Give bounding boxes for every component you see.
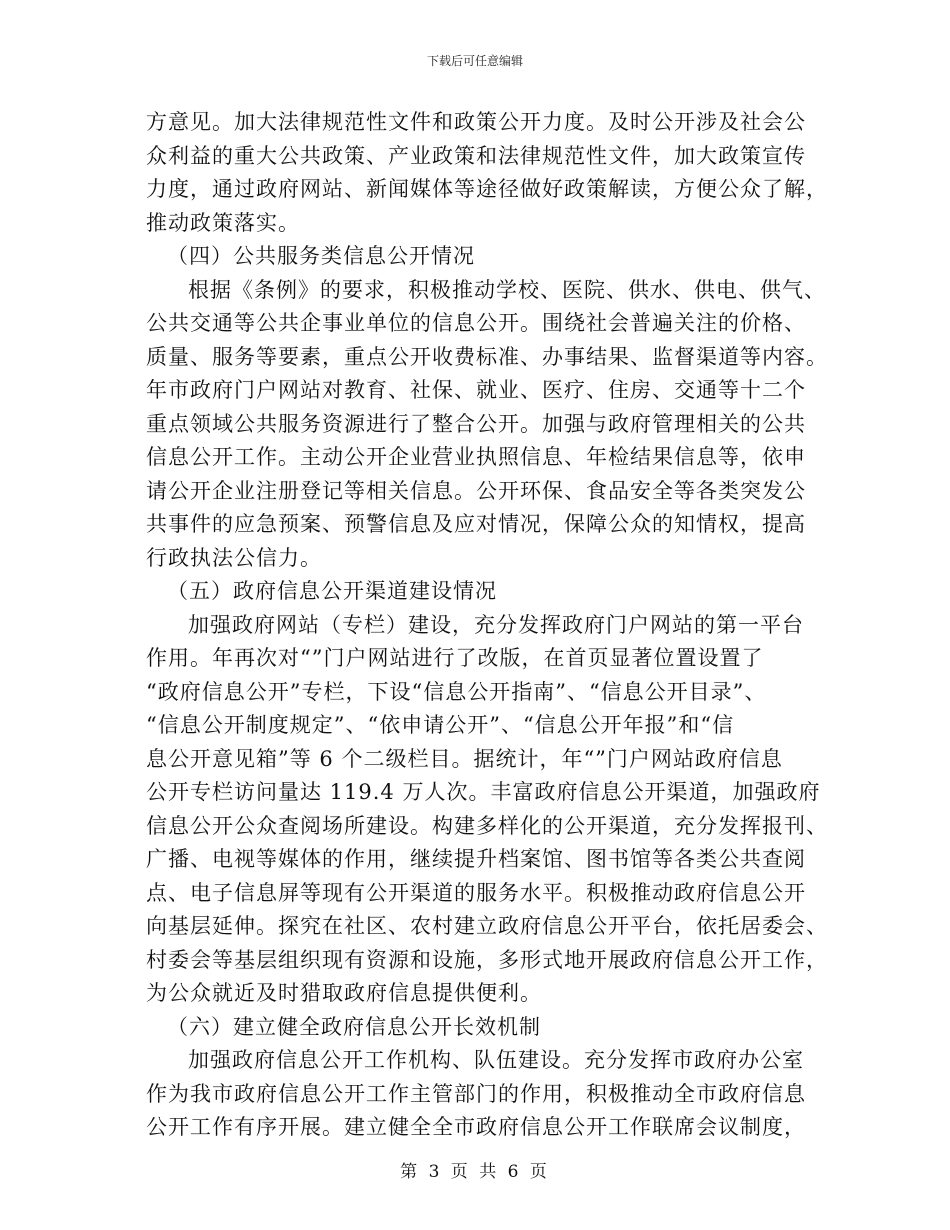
text-line: 息公开意见箱”等 6 个二级栏目。据统计，年“”门户网站政府信息 [146, 746, 783, 771]
header-note: 下载后可任意编辑 [426, 54, 523, 68]
text-line: 众利益的重大公共政策、产业政策和法律规范性文件，加大政策宣传 [146, 143, 806, 168]
text-line: “信息公开制度规定”、“依申请公开”、“信息公开年报”和“信 [146, 713, 735, 737]
text-line: 村委会等基层组织现有资源和设施，多形式地开展政府信息公开工作， [146, 947, 828, 972]
text-line: 请公开企业注册登记等相关信息。公开环保、食品安全等各类突发公 [146, 478, 806, 503]
text-line: 加强政府信息公开工作机构、队伍建设。充分发挥市政府办公室 [188, 1048, 804, 1072]
text-line: 根据《条例》的要求，积极推动学校、医院、供水、供电、供气、 [188, 277, 826, 302]
text-line: 力度，通过政府网站、新闻媒体等途径做好政策解读，方便公众了解， [146, 177, 828, 201]
text-line: 点、电子信息屏等现有公开渠道的服务水平。积极推动政府信息公开 [146, 880, 806, 905]
page-footer: 第 3 页 共 6 页 [400, 1162, 550, 1182]
text-line: “政府信息公开”专栏，下设“信息公开指南”、“信息公开目录”、 [146, 679, 767, 704]
document-body [146, 106, 828, 1145]
text-line: 作为我市政府信息公开工作主管部门的作用，积极推动全市政府信息 [146, 1081, 806, 1106]
section-heading: （六）建立健全政府信息公开长效机制 [167, 1014, 541, 1039]
text-line: 共事件的应急预案、预警信息及应对情况，保障公众的知情权，提高 [146, 512, 806, 536]
text-line: 加强政府网站（专栏）建设，充分发挥政府门户网站的第一平台 [188, 612, 804, 637]
text-line: 向基层延伸。探究在社区、农村建立政府信息公开平台，依托居委会、 [146, 914, 828, 938]
section-heading: （五）政府信息公开渠道建设情况 [167, 579, 497, 603]
text-line: 信息公开公众查阅场所建设。构建多样化的公开渠道，充分发挥报刊、 [146, 813, 828, 838]
text-line: 年市政府门户网站对教育、社保、就业、医疗、住房、交通等十二个 [146, 378, 806, 402]
text-line: 公共交通等公共企事业单位的信息公开。围绕社会普遍关注的价格、 [146, 311, 806, 335]
text-line: 广播、电视等媒体的作用，继续提升档案馆、图书馆等各类公共查阅 [146, 847, 806, 871]
text-line: 作用。年再次对“”门户网站进行了改版，在首页显著位置设置了 [146, 646, 764, 670]
text-line: 方意见。加大法律规范性文件和政策公开力度。及时公开涉及社会公 [146, 110, 806, 134]
text-line: 推动政策落实。 [146, 210, 300, 235]
text-line: 公开工作有序开展。建立健全全市政府信息公开工作联席会议制度， [146, 1115, 806, 1139]
text-line: 质量、服务等要素，重点公开收费标准、办事结果、监督渠道等内容。 [146, 344, 828, 369]
text-line: 公开专栏访问量达 119.4 万人次。丰富政府信息公开渠道，加强政府 [146, 780, 821, 804]
text-line: 信息公开工作。主动公开企业营业执照信息、年检结果信息等，依申 [146, 445, 806, 469]
text-line: 为公众就近及时猎取政府信息提供便利。 [146, 981, 542, 1005]
text-line: 重点领域公共服务资源进行了整合公开。加强与政府管理相关的公共 [146, 411, 806, 436]
text-line: 行政执法公信力。 [146, 545, 322, 570]
section-heading: （四）公共服务类信息公开情况 [167, 244, 475, 268]
